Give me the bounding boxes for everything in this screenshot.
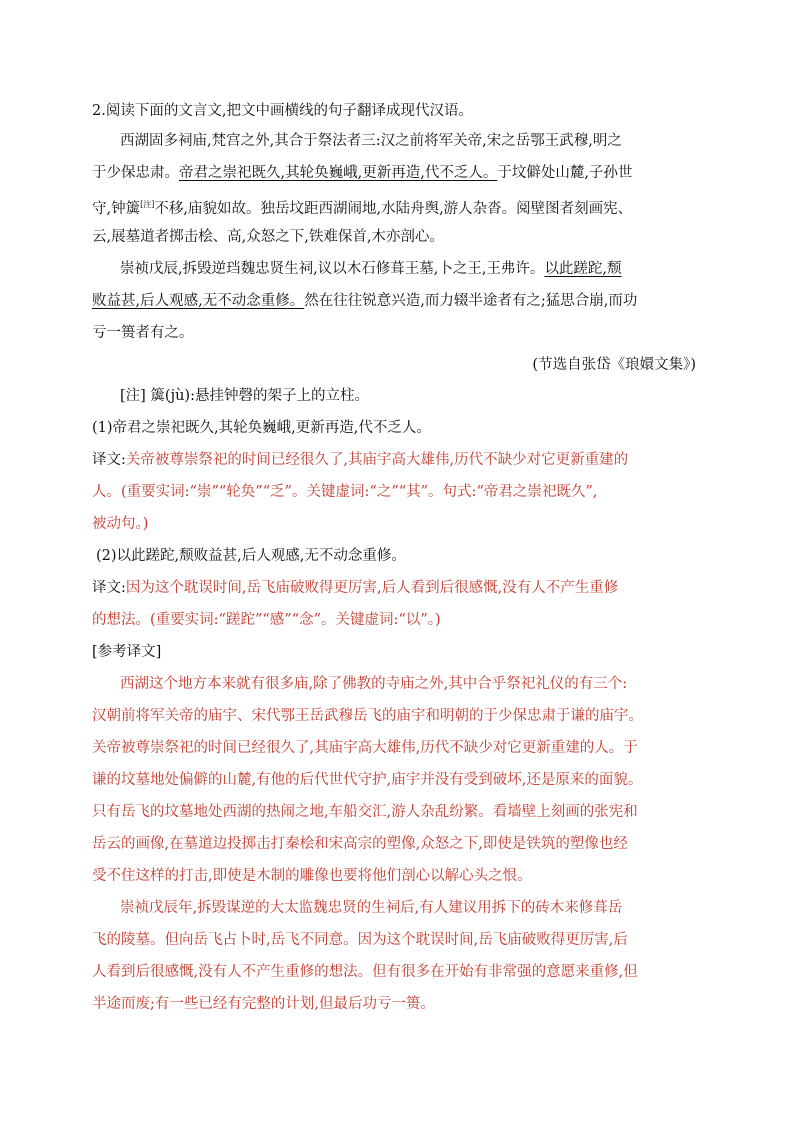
answer-1-sentence: (1)帝君之崇祀既久,其轮奂巍峨,更新再造,代不乏人。 — [92, 420, 431, 436]
passage-text: 于坟僻处山麓,子孙世 — [497, 165, 633, 181]
reference-line: 只有岳飞的坟墓地处西湖的热闹之地,车船交汇,游人杂乱纷繁。看墙壁上刻画的张宪和 — [92, 804, 638, 820]
answer-label: 译文: — [92, 580, 126, 596]
answer-1-translation: 人。(重要实词:“崇”“轮奂”“乏”。关键虚词:“之”“其”。句式:“帝君之崇祀既久”, — [92, 484, 598, 500]
passage-text: 于少保忠肃。 — [92, 165, 179, 181]
underlined-sentence-2: 败益甚,后人观感,无不动念重修。 — [92, 293, 305, 309]
answer-2-translation: 因为这个耽误时间,岳飞庙破败得更厉害,后人看到后很感慨,没有人不产生重修 — [125, 580, 619, 596]
passage-line — [92, 163, 632, 183]
reference-line: 汉朝前将军关帝的庙宇、宋代鄂王岳武穆岳飞的庙宇和明朝的于少保忠肃于谦的庙宇。 — [92, 708, 643, 724]
answer-2-line — [92, 578, 618, 598]
passage-text: 不移,庙貌如故。独岳坟距西湖闹地,水陆舟舆,游人杂沓。阅壁图者刻画宪、 — [154, 200, 633, 217]
reference-line: 人看到后很感慨,没有人不产生重修的想法。但有很多在开始有非常强的意愿来重修,但 — [92, 964, 638, 980]
reference-line: 飞的陵墓。但向岳飞占卜时,岳飞不同意。因为这个耽误时间,岳飞庙破败得更厉害,后 — [92, 932, 628, 948]
passage-text: 崇祯戊辰,拆毁逆珰魏忠贤生祠,议以木石修葺王墓,卜之王,王弗许。 — [120, 261, 545, 277]
reference-header: [参考译文] — [92, 644, 162, 660]
reference-line: 谦的坟墓地处偏僻的山麓,有他的后代世代守护,庙宇并没有受到破坏,还是原来的面貌。 — [92, 772, 643, 788]
answer-2-translation: 的想法。(重要实词:“蹉跎”“感”“念”。关键虚词:“以”。) — [92, 612, 441, 628]
reference-line: 崇祯戊辰年,拆毁谋逆的大太监魏忠贤的生祠后,有人建议用拆下的砖木来修葺岳 — [120, 900, 623, 916]
answer-1-line — [92, 450, 628, 470]
answer-1-translation: 关帝被尊崇祭祀的时间已经很久了,其庙宇高大雄伟,历代不缺少对它更新重建的 — [125, 452, 629, 468]
answer-label: 译文: — [92, 452, 126, 468]
reference-line: 关帝被尊崇祭祀的时间已经很久了,其庙宇高大雄伟,历代不缺少对它更新重建的人。于 — [92, 740, 638, 756]
passage-line — [120, 259, 622, 279]
source-citation: (节选自张岱《琅嬛文集》) — [532, 357, 696, 373]
passage-line — [92, 291, 637, 311]
passage-line: 云,展墓道者掷击桧、高,众怒之下,铁难保首,木亦剖心。 — [92, 229, 444, 245]
question-title: 2.阅读下面的文言文,把文中画横线的句子翻译成现代汉语。 — [92, 103, 473, 119]
passage-line — [92, 195, 632, 219]
reference-line: 半途而废;有一些已经有完整的计划,但最后功亏一篑。 — [92, 996, 435, 1012]
passage-line: 西湖固多祠庙,梵宫之外,其合于祭法者三:汉之前将军关帝,宋之岳鄂王武穆,明之 — [120, 133, 622, 149]
underlined-sentence-1: 帝君之崇祀既久,其轮奂巍峨,更新再造,代不乏人。 — [179, 165, 498, 181]
reference-line: 受不住这样的打击,即使是木制的雕像也要将他们剖心以解心头之恨。 — [92, 868, 532, 884]
reference-line: 岳云的画像,在墓道边投掷击打秦桧和宋高宗的塑像,众怒之下,即使是铁筑的塑像也经 — [92, 836, 628, 852]
answer-2-sentence: (2)以此蹉跎,颓败益甚,后人观感,无不动念重修。 — [96, 548, 406, 564]
underlined-sentence-2: 以此蹉跎,颓 — [544, 261, 622, 277]
answer-1-translation: 被动句。) — [92, 516, 149, 532]
footnote: [注] 簴(jù):悬挂钟磬的架子上的立柱。 — [120, 388, 369, 404]
passage-line: 亏一篑者有之。 — [92, 325, 194, 341]
reference-line: 西湖这个地方本来就有很多庙,除了佛教的寺庙之外,其中合乎祭祀礼仪的有三个: — [120, 676, 628, 692]
passage-text: 然在往往锐意兴造,而力辍半途者有之;猛思合崩,而功 — [304, 293, 638, 309]
note-marker: [注] — [140, 200, 155, 209]
passage-text: 守,钟簴 — [92, 200, 141, 217]
